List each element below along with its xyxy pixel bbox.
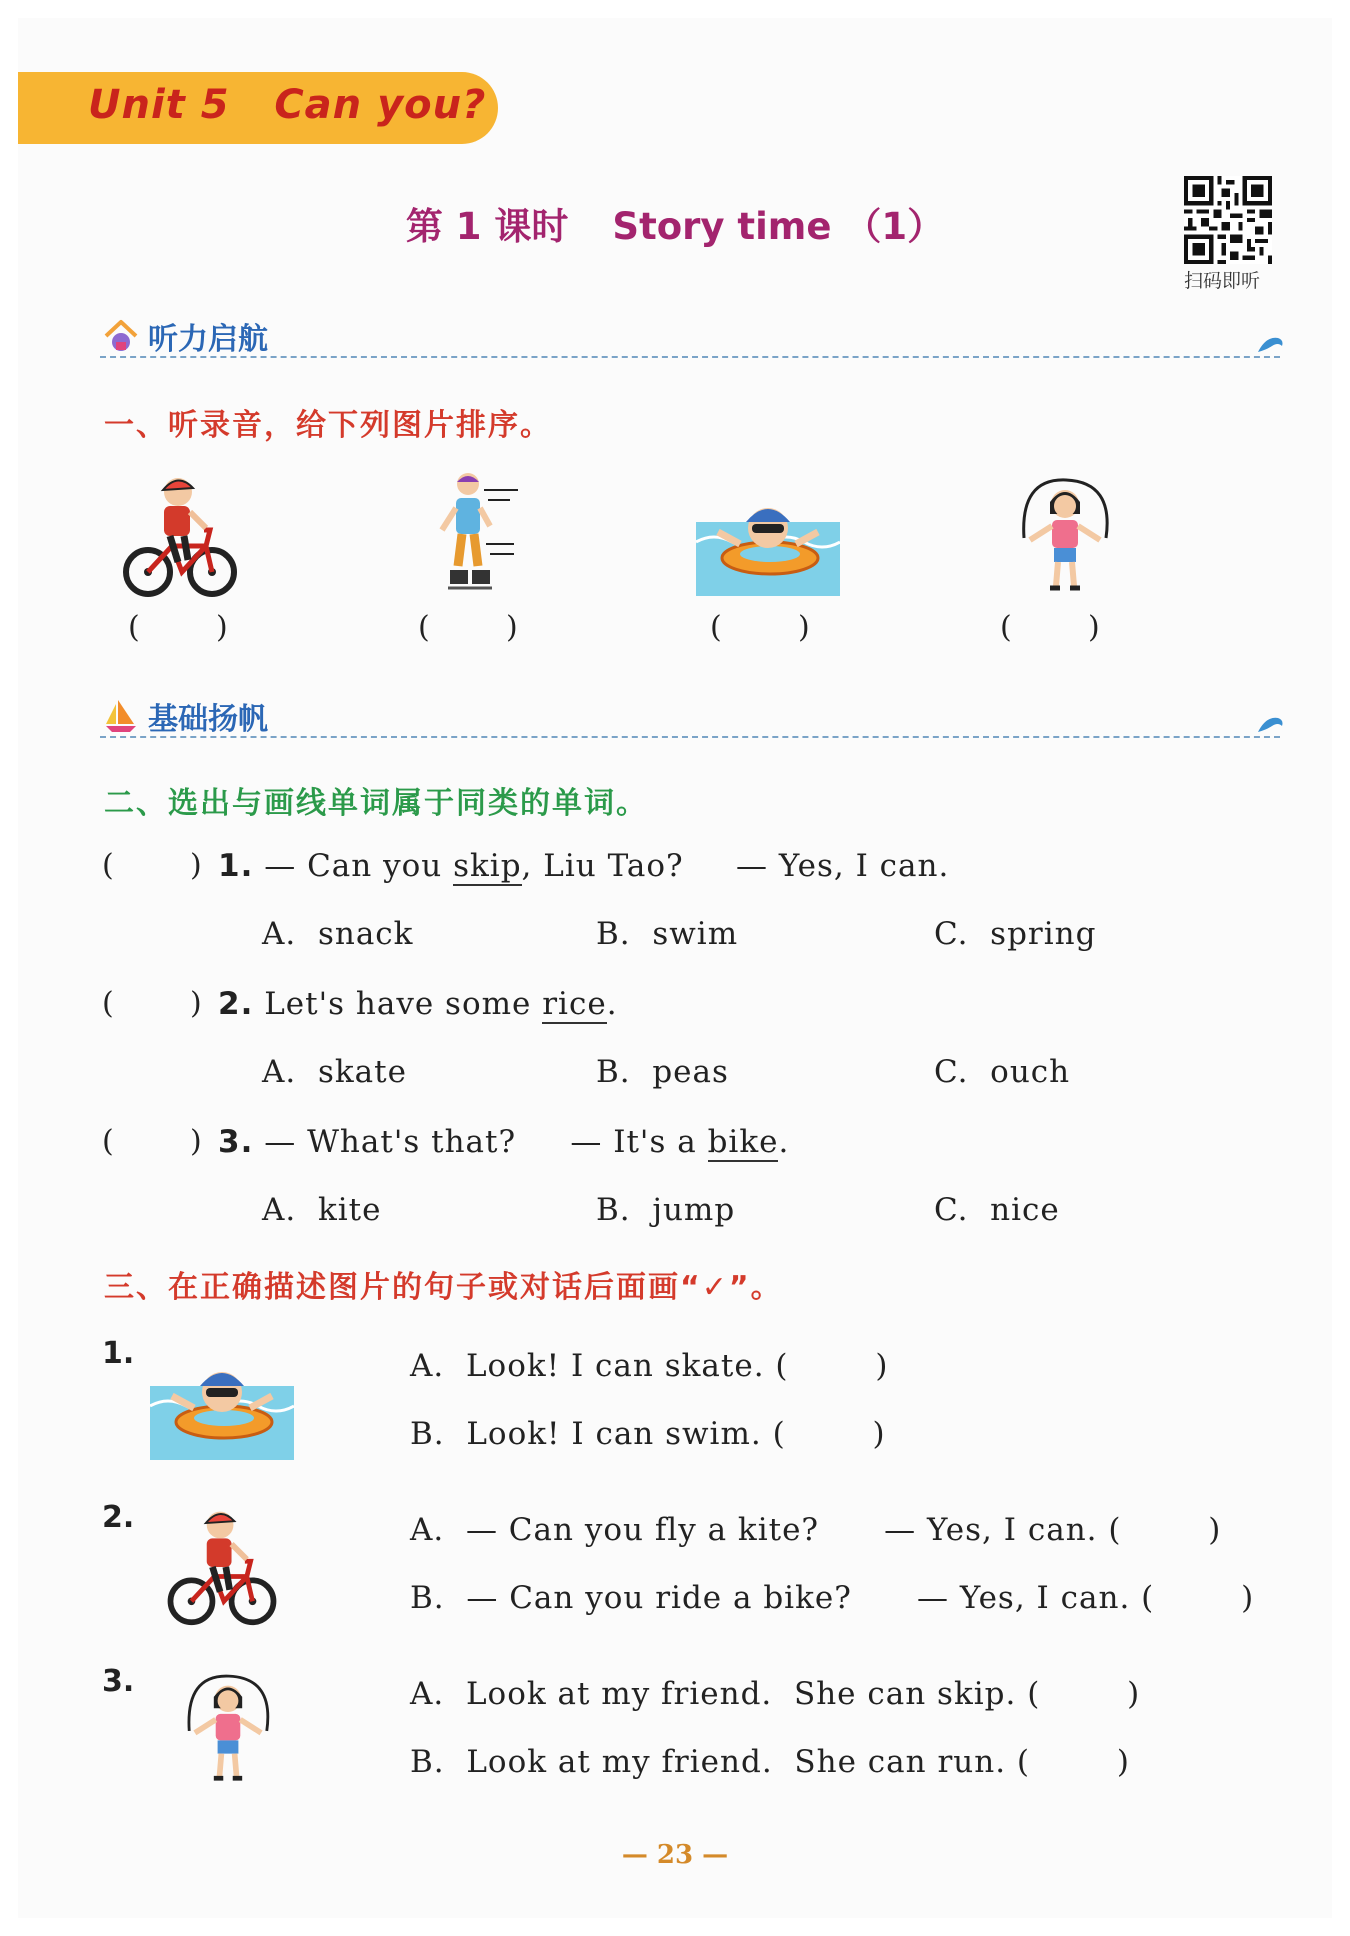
sailboat-icon (102, 696, 140, 734)
q2-item-2-blank[interactable]: ( ) (102, 986, 202, 1021)
lesson-name: Story time （1） (612, 205, 945, 248)
q2-item-3-text-pre: — What's that? — It's a (264, 1124, 708, 1160)
boy-riding-bike-image (164, 1504, 280, 1628)
q3-item-3-option-a[interactable]: A. Look at my friend. She can skip. ( ) (410, 1676, 1141, 1712)
q2-item-1-reply: — Yes, I can. (736, 848, 950, 884)
q2-item-1-option-a[interactable]: A. snack (262, 916, 414, 952)
section-basics-label: 基础扬帆 (148, 702, 268, 737)
page-number: — 23 — (621, 1840, 729, 1870)
q2-item-1-underlined: skip (453, 848, 522, 884)
girl-skipping-image (1010, 474, 1120, 600)
q2-item-3-option-a[interactable]: A. kite (262, 1192, 382, 1228)
q3-item-1-option-a[interactable]: A. Look! I can skate. ( ) (410, 1348, 889, 1384)
section-basics (100, 692, 1280, 738)
q2-item-2-option-a[interactable]: A. skate (262, 1054, 407, 1090)
q2-item-1-number: 1. (218, 848, 254, 884)
q1-blank-2[interactable]: ( ) (418, 610, 518, 645)
q2-item-3-option-c[interactable]: C. nice (934, 1192, 1060, 1228)
q3-item-3-number: 3. (102, 1664, 135, 1699)
q2-item-1-option-c[interactable]: C. spring (934, 916, 1097, 952)
house-icon (102, 316, 140, 354)
q2-item-3-option-b[interactable]: B. jump (596, 1192, 736, 1228)
q2-item-1-text-post: , Liu Tao? (521, 848, 684, 884)
qr-caption: 扫码即听 (1184, 270, 1261, 292)
q2-item-2-text-pre: Let's have some (264, 986, 543, 1022)
boy-swimming-image (696, 492, 840, 596)
q2-item-3-underlined: bike (707, 1124, 779, 1160)
lesson-number: 第 1 课时 (405, 205, 569, 248)
girl-skipping-image (176, 1670, 280, 1790)
q1-blank-1[interactable]: ( ) (128, 610, 228, 645)
wave-icon (1256, 712, 1286, 734)
question-1-title: 一、听录音，给下列图片排序。 (104, 408, 552, 443)
q2-item-2-underlined: rice (542, 986, 607, 1022)
q2-item-2-option-b[interactable]: B. peas (596, 1054, 729, 1090)
section-listening-label: 听力启航 (148, 322, 268, 357)
wave-icon (1256, 332, 1286, 354)
q3-item-1-option-b[interactable]: B. Look! I can swim. ( ) (410, 1416, 886, 1452)
q3-item-1-number: 1. (102, 1336, 135, 1371)
section-listening (100, 312, 1280, 358)
q2-item-2-number: 2. (218, 986, 254, 1022)
q2-item-2-text-post: . (606, 986, 618, 1022)
q3-item-2-option-b[interactable]: B. — Can you ride a bike? — Yes, I can. ( ) (410, 1580, 1255, 1616)
q3-item-3-option-b[interactable]: B. Look at my friend. She can run. ( ) (410, 1744, 1130, 1780)
q2-item-1-blank[interactable]: ( ) (102, 848, 202, 883)
lesson-title (0, 196, 1350, 250)
q2-item-3-number: 3. (218, 1124, 254, 1160)
question-3-title: 三、在正确描述图片的句子或对话后面画“✓”。 (104, 1270, 783, 1305)
boy-riding-bike-image (120, 470, 240, 600)
q2-item-3-text-post: . (778, 1124, 790, 1160)
unit-title: Unit 5 Can you? (88, 82, 487, 128)
q2-item-2-sentence (218, 986, 618, 1022)
boy-skating-image (428, 470, 528, 600)
q2-item-1-option-b[interactable]: B. swim (596, 916, 739, 952)
q1-blank-4[interactable]: ( ) (1000, 610, 1100, 645)
q3-item-2-number: 2. (102, 1500, 135, 1535)
q2-item-1-sentence (218, 848, 684, 884)
qr-code-icon[interactable] (1184, 176, 1272, 264)
q2-item-3-sentence (218, 1124, 789, 1160)
q2-item-2-option-c[interactable]: C. ouch (934, 1054, 1071, 1090)
q2-item-1-text-pre: — Can you (264, 848, 454, 884)
q3-item-2-option-a[interactable]: A. — Can you fly a kite? — Yes, I can. ( ) (410, 1512, 1222, 1548)
question-2-title: 二、选出与画线单词属于同类的单词。 (104, 786, 648, 821)
boy-swimming-image (150, 1356, 294, 1460)
q1-blank-3[interactable]: ( ) (710, 610, 810, 645)
q2-item-3-blank[interactable]: ( ) (102, 1124, 202, 1159)
page-background (18, 18, 1332, 1918)
